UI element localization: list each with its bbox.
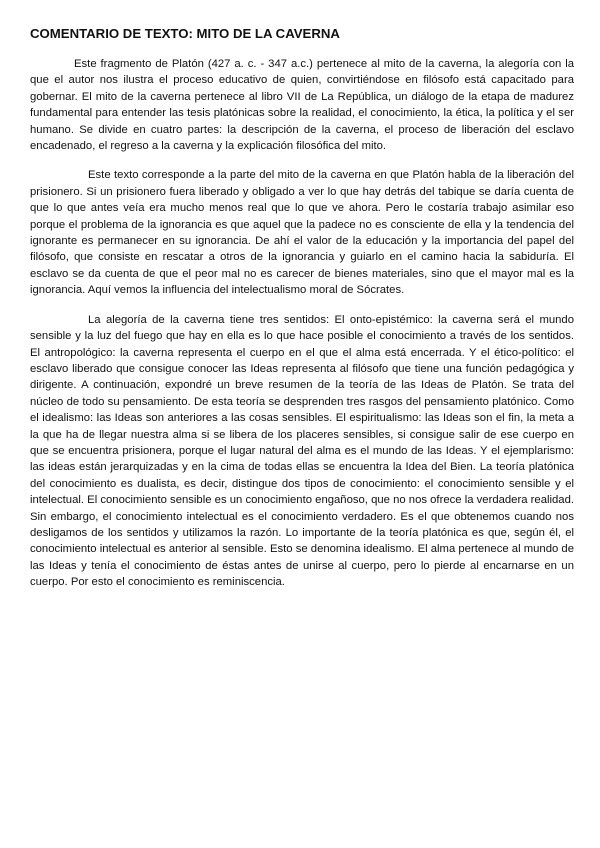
- document-title: COMENTARIO DE TEXTO: MITO DE LA CAVERNA: [30, 26, 340, 41]
- paragraph-introduction: Este fragmento de Platón (427 a. c. - 347 a.c.) pertenece al mito de la caverna, la alegoría con la que el autor nos ilustra el proceso educativo de quien, convirtiéndose en filósofo está capacitado para gobernar. El mito de la caverna pertenece al libro VII de La República, un diálogo de la etapa de madurez fundamental para entender las tesis platónicas sobre la realidad, el conocimiento, la ética, la política y el ser humano. Se divide en cuatro partes: la descripción de la caverna, el proceso de liberación del esclavo encadenado, el regreso a la caverna y la explicación filosófica del mito.: [30, 58, 574, 153]
- paragraph-liberation: Este texto corresponde a la parte del mito de la caverna en que Platón habla de la liberación del prisionero. Si un prisionero fuera liberado y obligado a ver lo que hay detrás del tabique se daría cuenta de que lo que antes veía era mucho menos real que lo que ve ahora. Pero le costaría trabajo asimilar eso porque el problema de la ignorancia es que aquel que la padece no es consciente de ella y la tendencia del ignorante es permanecer en su ignorancia. De ahí el valor de la educación y la importancia del papel del filósofo, que consiste en rescatar a otros de la ignorancia y guiarlo en el camino hacia la sabiduría. El esclavo se da cuenta de que el peor mal no es carecer de bienes materiales, sino que el mayor mal es la ignorancia. Aquí vemos la influencia del intelectualismo moral de Sócrates.: [30, 169, 574, 297]
- paragraph-allegory-senses: La alegoría de la caverna tiene tres sentidos: El onto-epistémico: la caverna será el mundo sensible y la luz del fuego que hay en ella es lo que hace posible el conocimiento a través de los sentidos. El antropológico: la caverna representa el cuerpo en el que el alma está encerrada. Y el ético-político: el esclavo liberado que consigue conocer las Ideas representa al filósofo que tiene una función pedagógica y dirigente. A continuación, expondré un breve resumen de la teoría de las Ideas de Platón. Se trata del núcleo de todo su pensamiento. De esta teoría se desprenden tres rasgos del pensamiento platónico. Como el idealismo: las Ideas son anteriores a las cosas sensibles. El espiritualismo: las Ideas son el fin, la meta a la que ha de llegar nuestra alma si se libera de los placeres sensibles, si consigue salir de ese cuerpo en que se encuentra prisionera, porque el lugar natural del alma es el mundo de las Ideas. Y el ejemplarismo: las ideas están jerarquizadas y en la cima de todas ellas se encuentra la Idea del Bien. La teoría platónica del conocimiento es dualista, es decir, distingue dos tipos de conocimiento: el conocimiento sensible y el intelectual. El conocimiento sensible es un conocimiento engañoso, que no nos ofrece la verdadera realidad. Sin embargo, el conocimiento intelectual es el conocimiento verdadero. Es el que obtenemos cuando nos desligamos de los sentidos y utilizamos la razón. Lo importante de la teoría platónica es que, según él, el conocimiento intelectual es anterior al sensible. Esto se denomina idealismo. El alma pertenece al mundo de las Ideas y tenía el conocimiento de éstas antes de unirse al cuerpo, pero lo pierde al encarnarse en un cuerpo. Por esto el conocimiento es reminiscencia.: [30, 313, 574, 589]
- document-page: [30, 26, 574, 604]
